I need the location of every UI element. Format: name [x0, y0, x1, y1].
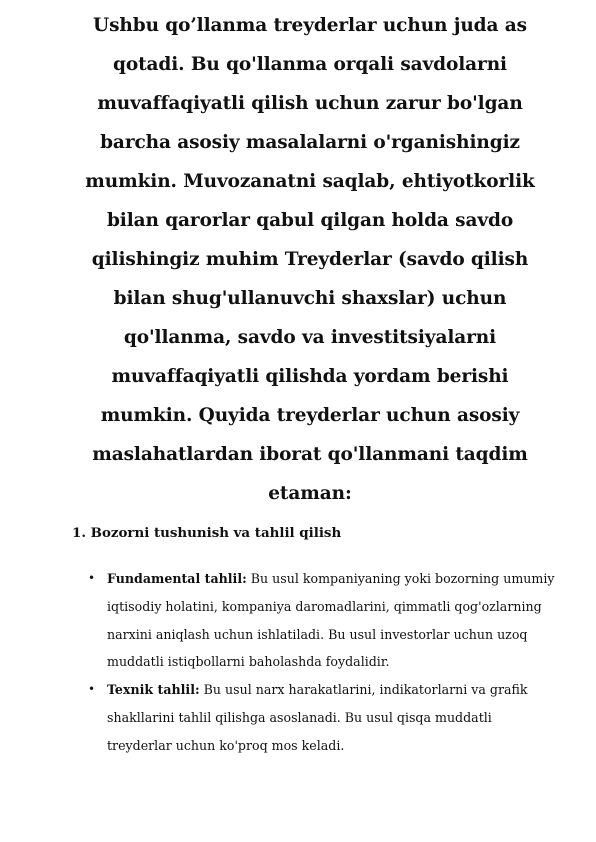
bullet-list [88, 565, 558, 760]
list-item-fundamental [88, 565, 558, 676]
section-heading: 1. Bozorni tushunish va tahlil qilish [72, 525, 342, 541]
bullet-icon: • [88, 682, 96, 697]
list-item-term: Fundamental tahlil: [107, 571, 247, 586]
list-item-text: Bu usul narx harakatlarini, indikatorlarni va grafik shakllarini tahlil qilishga asoslanadi. Bu usul qisqa muddatli treyderlar uchun ko'proq mos keladi. [107, 682, 528, 753]
list-item-technical [88, 676, 558, 759]
bullet-icon: • [88, 571, 96, 585]
list-item-term: Texnik tahlil: [107, 682, 200, 698]
list-item-text: Bu usul kompaniyaning yoki bozorning umumiy iqtisodiy holatini, kompaniya daromadlarini, qimmatli qog'ozlarning narxini aniqlash uchun ishlatiladi. Bu usul investorlar uchun uzoq muddatli istiqbollarni baholashda foydalidir. [107, 571, 555, 670]
intro-paragraph: Ushbu qo’llanma treyderlar uchun juda as qotadi. Bu qo'llanma orqali savdolarni muvaffaqiyatli qilish uchun zarur bo'lgan barcha asosiy masalalarni o'rganishingiz mumkin. Muvozanatni saqlab, ehtiyotkorlik bilan qarorlar qabul qilgan holda savdo qilishingiz muhim Treyderlar (savdo qilish bilan shug'ullanuvchi shaxslar) uchun qo'llanma, savdo va investitsiyalarni muvaffaqiyatli qilishda yordam berishi mumkin. Quyida treyderlar uchun asosiy maslahatlardan iborat qo'llanmani taqdim etaman: [85, 15, 535, 504]
